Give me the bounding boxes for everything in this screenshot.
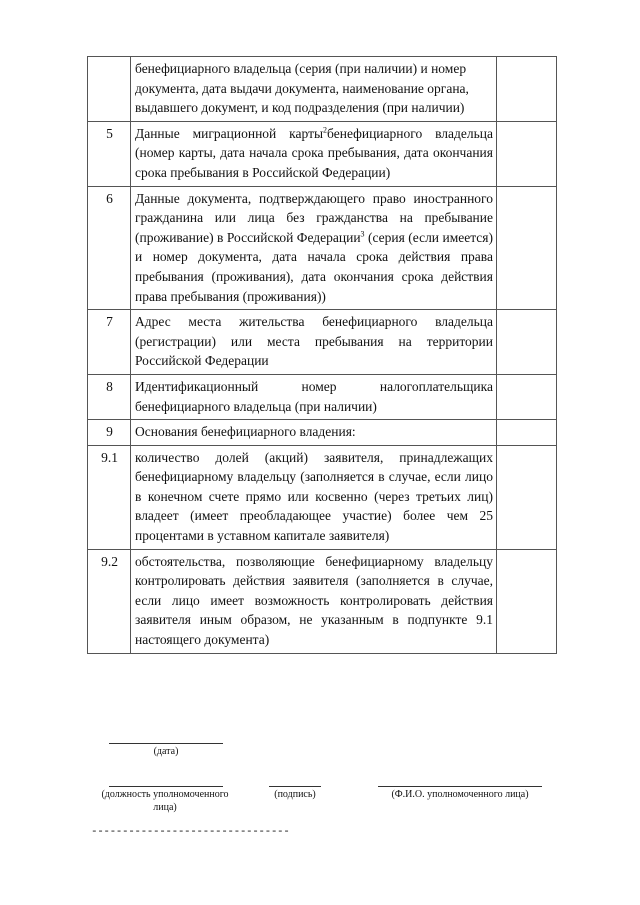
row-value-cell: [497, 420, 557, 446]
row-value-cell: [497, 374, 557, 419]
row-number: 6: [88, 186, 131, 310]
position-line: [109, 786, 223, 787]
row-description: [131, 445, 497, 549]
row-text: бенефициарного владельца (серия (при наличии) и номер документа, дата выдачи документа, наименование органа, выдавшего документ, и код подразделения (при наличии): [135, 61, 469, 116]
row-description: [131, 121, 497, 186]
row-text: Данные документа, подтверждающего право иностранного гражданина или лица без гражданства на пребывание (проживание) в Российской Федерации: [135, 190, 493, 245]
row-text: Данные миграционной карты: [135, 125, 324, 141]
footnote-marker: 3: [360, 229, 365, 239]
table-row: [88, 121, 557, 186]
date-line: [109, 743, 223, 744]
table-row: [88, 310, 557, 375]
table-row: [88, 445, 557, 549]
footnote-marker: 2: [323, 125, 328, 135]
row-text: Адрес места жительства бенефициарного владельца (регистрации) или места пребывания на территории Российской Федерации: [135, 314, 493, 369]
row-description: [131, 186, 497, 310]
row-value-cell: [497, 121, 557, 186]
row-number: 9: [88, 420, 131, 446]
row-value-cell: [497, 549, 557, 653]
position-caption: (должность уполномоченного лица): [101, 789, 229, 813]
row-text: бенефициарного владельца (номер карты, дата начала срока пребывания, дата окончания срока пребывания в Российской Федерации): [135, 125, 493, 180]
row-value-cell: [497, 310, 557, 375]
name-line: [378, 786, 542, 787]
table-body: [88, 57, 557, 654]
beneficiary-data-table: [87, 56, 557, 654]
row-text: количество долей (акций) заявителя, принадлежащих бенефициарному владельцу (заполняется в случае, если лицо в конечном счете прямо или косвенно (через третьих лиц) владеет (имеет преобладающее участие) более чем 25 процентами в уставном капитале заявителя): [135, 449, 493, 544]
row-description: [131, 374, 497, 419]
row-description: [131, 420, 497, 446]
row-text: Идентификационный номер налогоплательщика бенефициарного владельца (при наличии): [135, 378, 493, 414]
row-number: 7: [88, 310, 131, 375]
row-description: [131, 57, 497, 122]
row-text: Основания бенефициарного владения:: [135, 424, 356, 440]
row-text: (серия (если имеется) и номер документа, дата начала срока действия права пребывания (проживания), дата окончания срока действия права пребывания (проживания)): [135, 229, 493, 304]
table-row: [88, 374, 557, 419]
row-description: [131, 549, 497, 653]
signature-line: [269, 786, 321, 787]
table-row: [88, 420, 557, 446]
row-description: [131, 310, 497, 375]
table-row: [88, 57, 557, 122]
row-value-cell: [497, 186, 557, 310]
row-number: 5: [88, 121, 131, 186]
row-number: 9.2: [88, 549, 131, 653]
row-number: 9.1: [88, 445, 131, 549]
row-value-cell: [497, 445, 557, 549]
table-row: [88, 549, 557, 653]
row-text: обстоятельства, позволяющие бенефициарному владельцу контролировать действия заявителя (заполняется в случае, если лицо имеет возможность контролировать действия заявителя иным образом, не указанным в подпункте 9.1 настоящего документа): [135, 553, 493, 648]
signature-caption: (подпись): [274, 789, 316, 800]
name-caption: (Ф.И.О. уполномоченного лица): [391, 789, 529, 800]
date-caption: (дата): [153, 746, 179, 757]
row-value-cell: [497, 57, 557, 122]
footnote-separator: --------------------------------: [91, 826, 290, 838]
table-row: [88, 186, 557, 310]
row-number: [88, 57, 131, 122]
row-number: 8: [88, 374, 131, 419]
